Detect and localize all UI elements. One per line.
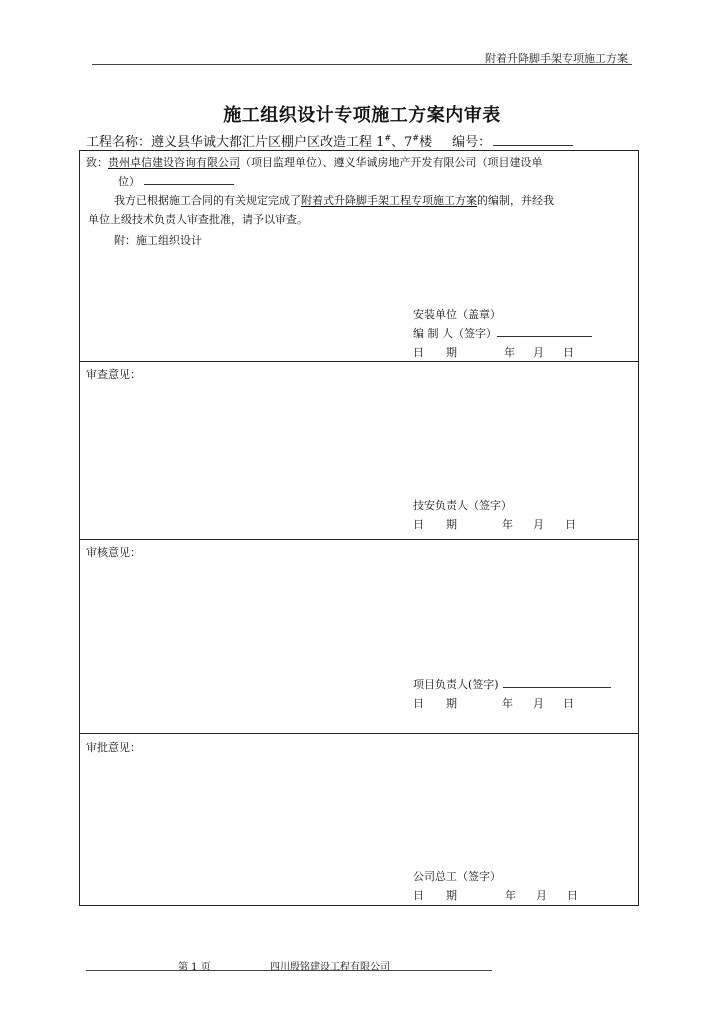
date-label-4: 日 期 — [413, 889, 457, 902]
body-line-1 — [114, 192, 554, 208]
month-label-3: 月 — [533, 697, 544, 710]
safety-officer-label: 技安负责人（签字） — [413, 499, 512, 512]
body-text-pre: 我方已根据施工合同的有关规定完成了 — [114, 194, 301, 207]
project-sup-2: # — [412, 133, 420, 143]
row-divider-3 — [79, 733, 639, 734]
project-manager-signature-field[interactable] — [503, 676, 611, 688]
separator: 、 — [322, 156, 334, 169]
compiler-label: 编 制 人（签字） — [413, 327, 497, 340]
day-label-3: 日 — [563, 697, 574, 710]
project-name: 遵义县华诚大都汇片区棚户区改造工程 1 — [151, 135, 385, 150]
project-line — [86, 131, 573, 150]
developer-name: 遵义华诚房地产开发有限公司 — [333, 156, 477, 169]
year-label-4: 年 — [505, 889, 516, 902]
install-unit-label: 安装单位（盖章） — [413, 308, 501, 321]
chief-engineer-label: 公司总工（签字） — [413, 870, 501, 883]
footer-company: 四川殷铭建设工程有限公司 — [270, 962, 390, 973]
number-label: 编号： — [452, 135, 492, 150]
body-text-post: 的编制，并经我 — [477, 194, 554, 207]
approval-opinion-label: 审批意见： — [86, 741, 141, 754]
date-label-3: 日 期 — [413, 697, 457, 710]
day-label-1: 日 — [563, 346, 574, 359]
month-label-2: 月 — [533, 518, 544, 531]
audit-opinion-label: 审核意见： — [86, 546, 141, 559]
date-label-1: 日 期 — [413, 346, 457, 359]
scheme-name: 附着式升降脚手架工程专项施工方案 — [301, 194, 477, 207]
developer-signature-field[interactable] — [144, 173, 234, 185]
month-label-4: 月 — [536, 889, 547, 902]
year-label-2: 年 — [502, 518, 513, 531]
review-table — [79, 150, 639, 906]
day-label-2: 日 — [565, 518, 576, 531]
addressee-line — [86, 154, 543, 170]
page-number: 第 1 页 — [178, 962, 211, 973]
supervisor-name: 贵州卓信建设咨询有限公司 — [108, 156, 240, 169]
supervisor-role: （项目监理单位） — [240, 156, 323, 169]
project-name-mid: 、7 — [391, 135, 413, 150]
date-label-2: 日 期 — [413, 518, 457, 531]
header-divider — [92, 64, 632, 65]
footer-divider — [86, 970, 492, 971]
body-line-2: 单位上级技术负责人审查批准，请予以审查。 — [88, 213, 308, 226]
developer-role-end: 位） — [118, 175, 140, 188]
developer-role: （项目建设单 — [476, 156, 543, 169]
running-header: 附着升降脚手架专项施工方案 — [485, 52, 628, 65]
number-field[interactable] — [493, 133, 573, 146]
project-sup-1: # — [384, 133, 392, 143]
to-label: 致： — [86, 156, 108, 169]
compiler-signature-field[interactable] — [497, 325, 592, 337]
row-divider-2 — [79, 539, 639, 540]
project-manager-line — [413, 676, 611, 692]
document-title: 施工组织设计专项施工方案内审表 — [223, 105, 501, 126]
month-label-1: 月 — [533, 346, 544, 359]
project-label: 工程名称： — [86, 135, 152, 150]
project-manager-label: 项目负责人(签字) — [413, 678, 499, 691]
row-divider-1 — [79, 361, 639, 362]
review-opinion-label: 审查意见： — [86, 368, 141, 381]
project-name-suffix: 楼 — [419, 135, 433, 150]
compiler-line — [413, 325, 592, 341]
day-label-4: 日 — [567, 889, 578, 902]
addressee-line-2 — [118, 173, 234, 189]
year-label-3: 年 — [502, 697, 513, 710]
attachment-line: 附：施工组织设计 — [114, 234, 202, 247]
year-label-1: 年 — [504, 346, 515, 359]
